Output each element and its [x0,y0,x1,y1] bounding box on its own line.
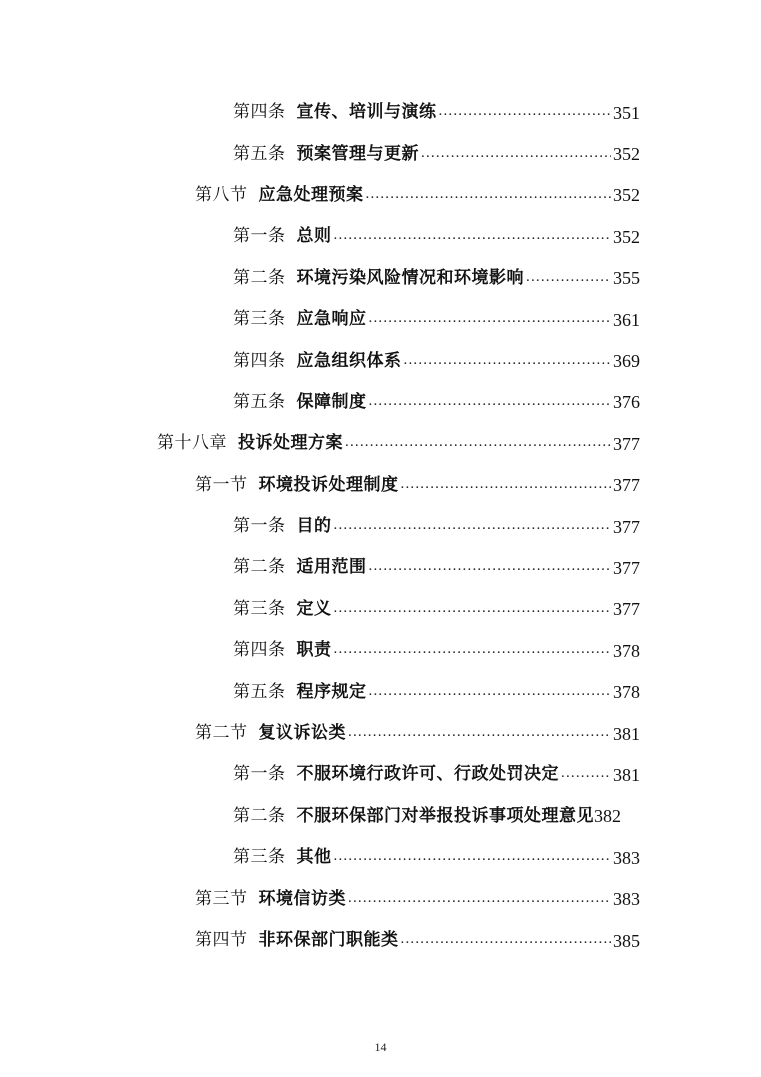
toc-entry-page: 377 [613,516,640,537]
toc-entry[interactable] [0,878,761,919]
toc-entry-number: 第三条 [233,598,286,619]
toc-entry-number: 第二条 [233,267,286,288]
toc-entry-page: 369 [613,351,640,372]
toc-dot-leader [404,353,612,370]
toc-entry[interactable] [0,423,761,464]
toc-entry-title: 环境信访类 [258,888,346,909]
toc-entry[interactable] [0,920,761,961]
toc-entry[interactable] [0,837,761,878]
toc-entry-page: 377 [613,599,640,620]
toc-entry[interactable] [0,754,761,795]
toc-dot-leader [439,104,612,121]
toc-entry[interactable] [0,258,761,299]
toc-entry[interactable] [0,671,761,712]
toc-entry[interactable] [0,547,761,588]
toc-entry[interactable] [0,92,761,133]
toc-entry-title: 复议诉讼类 [258,723,346,744]
toc-entry-number: 第五条 [233,143,286,164]
toc-entry-page: 376 [613,392,640,413]
toc-dot-leader [334,601,612,618]
toc-entry-page: 383 [613,847,640,868]
toc-entry-title: 程序规定 [296,681,367,702]
toc-entry-page: 352 [613,226,640,247]
toc-entry-title: 宣传、培训与演练 [296,102,437,123]
toc-dot-leader [334,518,612,535]
toc-entry-number: 第三条 [233,309,286,330]
toc-entry-number: 第五条 [233,681,286,702]
toc-entry-page: 378 [613,640,640,661]
toc-entry-title: 应急响应 [296,309,367,330]
toc-dot-leader [421,146,611,163]
toc-entry-page: 378 [613,682,640,703]
toc-entry-page: 352 [613,144,640,165]
toc-entry-number: 第四条 [233,350,286,371]
toc-dot-leader [366,187,612,204]
toc-entry-title: 不服环境行政许可、行政处罚决定 [296,764,559,785]
toc-entry[interactable] [0,465,761,506]
toc-dot-leader [345,435,611,452]
toc-entry-page: 352 [613,185,640,206]
toc-entry[interactable] [0,340,761,381]
toc-entry-title: 应急组织体系 [296,350,402,371]
toc-entry-number: 第四节 [195,930,248,950]
toc-entry-title: 定义 [296,598,332,619]
toc-entry-title: 预案管理与更新 [296,143,419,164]
toc-entry-page: 355 [613,268,640,289]
toc-entry-title: 总则 [296,226,332,247]
toc-dot-leader [348,725,611,742]
toc-entry-number: 第二条 [233,557,286,578]
toc-entry[interactable] [0,382,761,423]
toc-entry-title: 投诉处理方案 [238,433,343,454]
toc-entry-page: 381 [613,723,640,744]
toc-entry-title: 适用范围 [296,557,367,578]
toc-entry-number: 第二条 [233,805,286,826]
page-number: 14 [374,1040,387,1054]
toc-dot-leader [334,228,612,245]
toc-entry-number: 第三节 [195,888,248,909]
toc-entry-number: 第一条 [233,516,286,537]
toc-entry-title: 环境投诉处理制度 [258,474,399,495]
toc-entry-page: 377 [613,433,640,454]
toc-entry[interactable] [0,713,761,754]
toc-entry-page: 377 [613,557,640,578]
toc-entry-number: 第八节 [195,184,248,205]
toc-entry-number: 第五条 [233,391,286,412]
toc-entry-title: 不服环保部门对举报投诉事项处理意见 [296,805,594,826]
toc-entry-title: 职责 [296,640,332,661]
toc-entry-page: 381 [613,764,640,785]
toc-dot-leader [348,891,611,908]
toc-dot-leader [369,559,612,576]
toc-entry[interactable] [0,589,761,630]
toc-dot-leader [401,477,612,494]
toc-entry-number: 第四条 [233,102,286,123]
toc-entry[interactable] [0,216,761,257]
toc-entry-title: 其他 [296,847,332,868]
toc-entry-page: 383 [613,889,640,910]
toc-dot-leader [369,684,612,701]
toc-dot-leader [334,849,612,866]
toc-entry[interactable] [0,630,761,671]
toc-entry-page: 377 [613,475,640,496]
toc-entry-page: 361 [613,309,640,330]
toc-entry-number: 第一节 [195,474,248,495]
toc-dot-leader [334,642,612,659]
toc-dot-leader [561,766,611,783]
toc-entry-page: 382 [594,806,621,827]
toc-entry-number: 第四条 [233,640,286,661]
toc-entry[interactable] [0,299,761,340]
toc-entry[interactable] [0,133,761,174]
table-of-contents [0,92,761,961]
toc-dot-leader [369,394,612,411]
toc-entry-number: 第十八章 [157,433,227,454]
toc-dot-leader [369,311,612,328]
toc-entry-page: 351 [613,102,640,123]
toc-entry-title: 保障制度 [296,391,367,412]
toc-entry-number: 第一条 [233,226,286,247]
toc-entry-title: 非环保部门职能类 [258,930,399,950]
toc-entry-title: 环境污染风险情况和环境影响 [296,267,524,288]
toc-entry-title: 目的 [296,516,332,537]
toc-entry[interactable] [0,506,761,547]
toc-dot-leader [526,270,611,287]
toc-entry-number: 第三条 [233,847,286,868]
toc-entry-title: 应急处理预案 [258,184,364,205]
toc-entry[interactable] [0,175,761,216]
toc-dot-leader [401,932,612,949]
toc-entry-page: 385 [613,930,640,951]
toc-entry-number: 第二节 [195,723,248,744]
toc-entry-number: 第一条 [233,764,286,785]
toc-entry[interactable] [0,796,761,837]
